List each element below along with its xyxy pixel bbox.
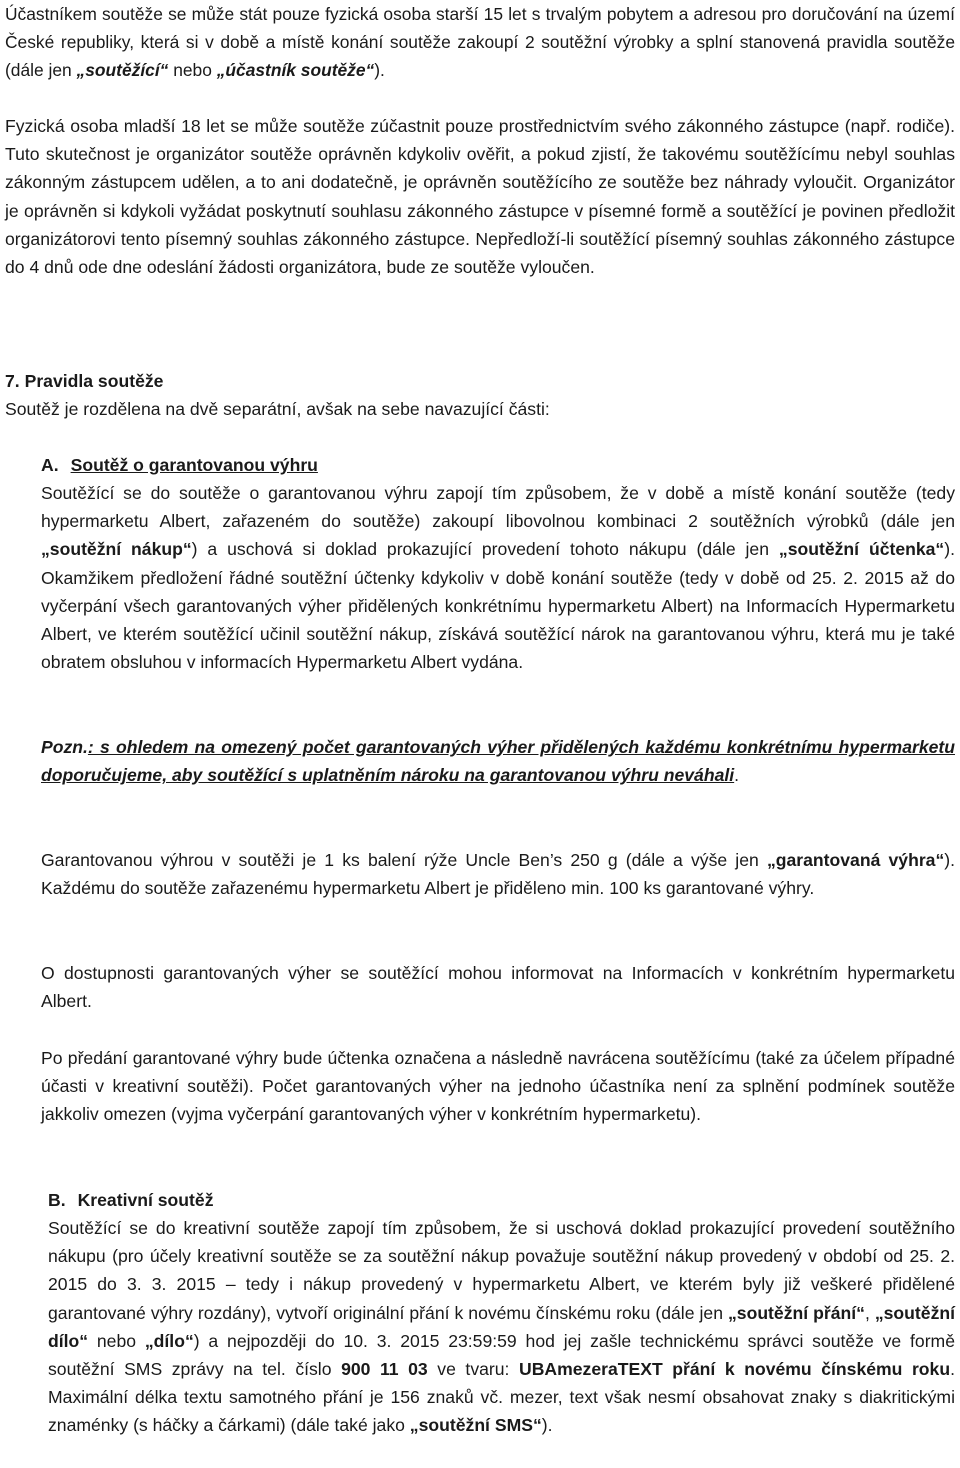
term-soutezni-sms: „soutěžní SMS“ bbox=[409, 1415, 542, 1436]
note-label: Pozn. bbox=[41, 737, 88, 757]
part-a-paragraph-4: Po předání garantované výhry bude účtenka označena a následně navrácena soutěžícímu (také za účelem případné účasti v kreativní soutěži). Počet garantovaných výher na jednoho účastníka není za splnění podmínek soutěže jakkoliv omezen (vyjma vyčerpání garantovaných výher v konkrétním hypermarketu). bbox=[41, 1048, 955, 1125]
part-letter: A. bbox=[41, 455, 59, 475]
text-run: . Maximální délka textu samotného přání je 156 znaků vč. mezer, text však nesmí obsahovat znaky s diakritickými znaménky (s háčky a čárkami) (dále také jako bbox=[48, 1359, 955, 1436]
text-run: , bbox=[864, 1302, 875, 1323]
part-title: Kreativní soutěž bbox=[77, 1190, 214, 1210]
part-a-paragraph-3: O dostupnosti garantovaných výher se soutěžící mohou informovat na Informacích v konkrétním hypermarketu Albert. bbox=[41, 963, 955, 1012]
paragraph-eligibility bbox=[5, 0, 955, 85]
note-text: : s ohledem na omezený počet garantovaných výher přidělených každému konkrétnímu hypermarketu doporučujeme, aby soutěžící s uplatněním nároku na garantovanou výhru neváhali bbox=[41, 737, 955, 786]
text-run: ). bbox=[374, 60, 385, 81]
part-a-heading bbox=[41, 451, 318, 479]
text-run: nebo bbox=[88, 1330, 145, 1351]
text-run: ) a nejpozději do 10. 3. 2015 23:59:59 hod jej zašle technickému správci soutěže ve formě soutěžní SMS zprávy na tel. číslo bbox=[48, 1330, 955, 1380]
text-run: ve tvaru: bbox=[427, 1359, 519, 1380]
section-number: 7. bbox=[5, 371, 20, 391]
paragraph-minors bbox=[5, 112, 955, 281]
text-run: ) a uschová si doklad prokazující provedení tohoto nákupu (dále jen bbox=[191, 539, 779, 560]
section-7-heading bbox=[5, 367, 163, 395]
sms-format: UBAmezeraTEXT přání k novému čínskému roku bbox=[519, 1359, 951, 1380]
text-run: Účastníkem soutěže se může stát pouze fyzická osoba starší 15 let s trvalým pobytem a adresou pro doručování na území České republiky, která si v době a místě konání soutěže zakoupí 2 soutěžní výrobky a splní stanovená pravidla soutěže (dále jen bbox=[5, 4, 955, 81]
text-run: Fyzická osoba mladší 18 let se může soutěže zúčastnit pouze prostřednictvím svého zákonného zástupce (např. rodiče). bbox=[5, 116, 955, 136]
text-run: ). Okamžikem předložení řádné soutěžní účtenky kdykoliv v době konání soutěže (tedy v době od 25. 2. 2015 až do vyčerpání všech garantovaných výher přidělených konkrétnímu hypermarketu Albert) na Informacích Hypermarketu Albert, ve kterém soutěžící učinil soutěžní nákup, získává soutěžící nárok na garantovanou výhru, která mu je také obratem obsluhou v informacích Hypermarketu Albert vydána. bbox=[41, 539, 955, 673]
part-a-note bbox=[41, 733, 955, 789]
term-soutezici: „soutěžící“ bbox=[76, 60, 169, 81]
part-a-paragraph-1 bbox=[41, 479, 955, 676]
part-a-paragraph-2 bbox=[41, 846, 955, 902]
term-soutezni-dilo: „soutěžní dílo“ bbox=[48, 1302, 955, 1351]
term-soutezni-nakup: „soutěžní nákup“ bbox=[41, 539, 192, 560]
text-run: ). bbox=[541, 1415, 553, 1436]
phone-number: 900 11 03 bbox=[341, 1359, 428, 1380]
part-b-heading bbox=[48, 1186, 214, 1214]
text-run: Garantovanou výhrou v soutěži je 1 ks balení rýže Uncle Ben’s 250 g (dále a výše jen bbox=[41, 850, 767, 870]
part-title: Soutěž o garantovanou výhru bbox=[70, 455, 318, 475]
section-title: Pravidla soutěže bbox=[24, 371, 164, 391]
text-run: . bbox=[734, 765, 740, 786]
term-ucastnik-souteze: „účastník soutěže“ bbox=[216, 60, 375, 81]
text-run: Soutěžící se do soutěže o garantovanou výhru zapojí tím způsobem, že v době a místě konání soutěže (tedy hypermarketu Albert, zařazeném do soutěže) zakoupí libovolnou kombinaci 2 soutěžních výrobků (dále jen bbox=[41, 483, 955, 532]
term-garantovana-vyhra: „garantovaná výhra“ bbox=[766, 850, 945, 870]
term-soutezni-uctenka: „soutěžní účtenka“ bbox=[778, 539, 945, 560]
text-run: nebo bbox=[168, 60, 217, 81]
term-dilo: „dílo“ bbox=[144, 1330, 194, 1351]
term-soutezni-prani: „soutěžní přání“ bbox=[727, 1302, 865, 1323]
text-run: ). Každému do soutěže zařazenému hypermarketu Albert je přiděleno min. 100 ks garantované výhry. bbox=[41, 850, 955, 899]
part-letter: B. bbox=[48, 1190, 66, 1210]
text-run: Tuto skutečnost je organizátor soutěže oprávněn kdykoliv ověřit, a pokud zjistí, že takovému soutěžícímu nebyl souhlas zákonným zástupcem udělen, a to ani dodatečně, je oprávněn soutěžícího ze soutěže bez náhrady vyloučit. Organizátor je oprávněn si kdykoli vyžádat poskytnutí souhlasu zákonného zástupce v písemné formě a soutěžící je povinen předložit organizátorovi tento písemný souhlas zákonného zástupce. Nepředloží-li soutěžící písemný souhlas zákonného zástupce do 4 dnů ode dne odeslání žádosti organizátora, bude ze soutěže vyloučen. bbox=[5, 144, 955, 278]
part-b-paragraph bbox=[48, 1214, 955, 1440]
section-7-intro: Soutěž je rozdělena na dvě separátní, avšak na sebe navazující části: bbox=[5, 399, 550, 419]
text-run: Soutěžící se do kreativní soutěže zapojí tím způsobem, že si uschová doklad prokazující provedení soutěžního nákupu (pro účely kreativní soutěže se za soutěžní nákup považuje soutěžní nákup provedený v období od 25. 2. 2015 do 3. 3. 2015 – tedy i nákup provedený v hypermarketu Albert, ve kterém byly již veškeré přidělené garantované výhry rozdány), vytvoří originální přání k novému čínskému roku (dále jen bbox=[48, 1218, 955, 1323]
